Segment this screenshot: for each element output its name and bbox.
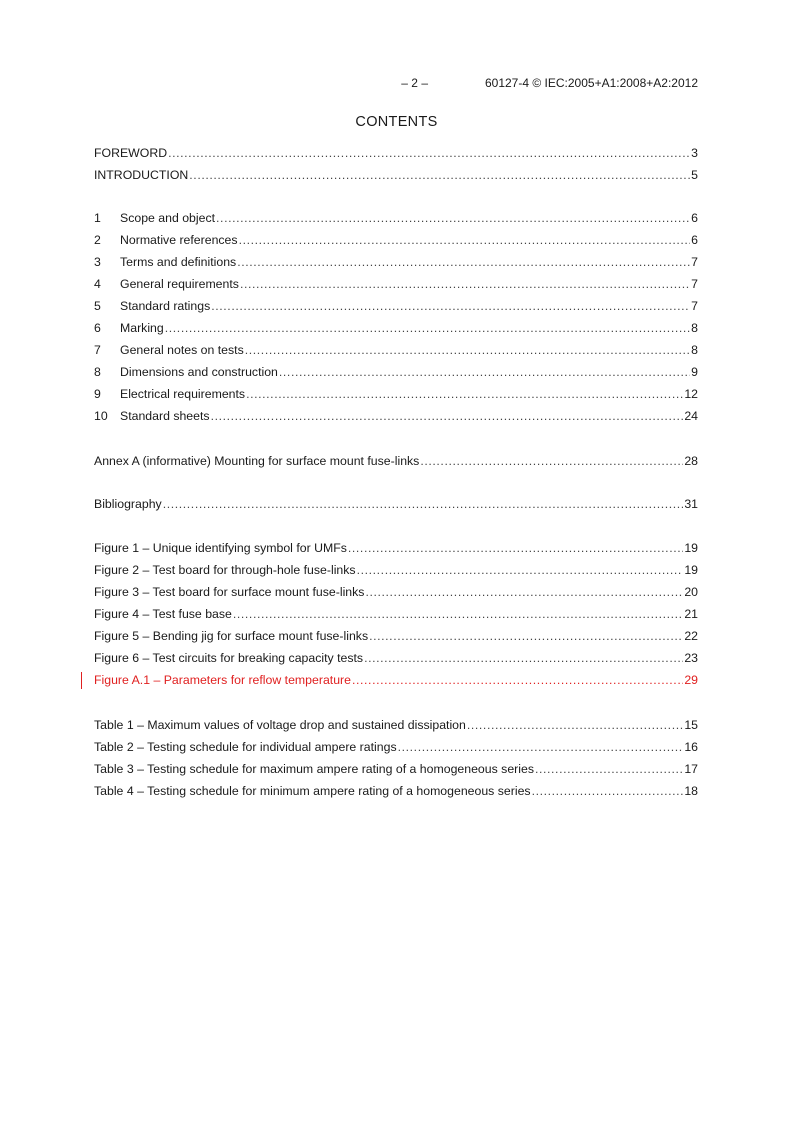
toc-page-number: 21 <box>684 607 698 621</box>
toc-leader <box>246 383 683 405</box>
clause-number: 1 <box>94 211 101 225</box>
toc-page-number: 7 <box>691 299 698 313</box>
clause-number: 9 <box>94 387 101 401</box>
toc-entry-label: FOREWORD <box>94 146 168 160</box>
toc-page-number: 3 <box>691 146 698 160</box>
toc-leader <box>168 142 690 164</box>
toc-page-number: 5 <box>691 168 698 182</box>
toc-leader <box>211 295 690 317</box>
toc-entry-label: Table 2 – Testing schedule for individual ampere ratings <box>94 740 397 754</box>
toc-entry-clause[interactable] <box>94 405 698 427</box>
page-number: – 2 – <box>401 76 428 90</box>
toc-page-number: 19 <box>684 563 698 577</box>
toc-page-number: 6 <box>691 211 698 225</box>
toc-page-number: 7 <box>691 255 698 269</box>
toc-leader <box>240 273 690 295</box>
toc-entry-table[interactable] <box>94 736 698 758</box>
toc-bibliography <box>94 493 698 515</box>
toc-entry-clause[interactable] <box>94 383 698 405</box>
toc-leader <box>398 736 684 758</box>
toc-entry-label: Figure 1 – Unique identifying symbol for UMFs <box>94 541 347 555</box>
toc-entry-clause[interactable] <box>94 339 698 361</box>
toc-page-number: 28 <box>684 454 698 468</box>
toc-page-number: 20 <box>684 585 698 599</box>
toc-entry-clause[interactable] <box>94 361 698 383</box>
toc-leader <box>365 581 683 603</box>
toc-page-number: 22 <box>684 629 698 643</box>
toc-entry-bibliography[interactable] <box>94 493 698 515</box>
toc-page-number: 16 <box>684 740 698 754</box>
toc-entry-label: Bibliography <box>94 497 162 511</box>
toc-entry-figure[interactable] <box>94 603 698 625</box>
toc-page-number: 9 <box>691 365 698 379</box>
toc-page-number: 7 <box>691 277 698 291</box>
toc-leader <box>239 229 691 251</box>
toc-entry-label: General notes on tests <box>120 343 244 357</box>
clause-number: 4 <box>94 277 101 291</box>
toc-entry-label: Standard sheets <box>120 409 210 423</box>
toc-page-number: 6 <box>691 233 698 247</box>
toc-entry-foreword[interactable] <box>94 142 698 164</box>
toc-leader <box>364 647 683 669</box>
toc-page-number: 19 <box>684 541 698 555</box>
clause-number: 3 <box>94 255 101 269</box>
toc-page-number: 17 <box>684 762 698 776</box>
toc-page-number: 8 <box>691 343 698 357</box>
toc-leader <box>245 339 690 361</box>
toc-entry-figure[interactable] <box>94 559 698 581</box>
toc-page-number: 31 <box>684 497 698 511</box>
toc-leader <box>216 207 690 229</box>
amendment-change-bar <box>81 672 82 689</box>
toc-entry-label: General requirements <box>120 277 239 291</box>
document-id: 60127-4 © IEC:2005+A1:2008+A2:2012 <box>484 76 698 90</box>
toc-entry-figure[interactable] <box>94 647 698 669</box>
toc-front-matter <box>94 142 698 186</box>
toc-entry-label: Figure A.1 – Parameters for reflow temperature <box>94 673 351 687</box>
clause-number: 8 <box>94 365 101 379</box>
toc-entry-label: Normative references <box>120 233 238 247</box>
toc-page-number: 15 <box>684 718 698 732</box>
toc-leader <box>420 450 683 472</box>
toc-entry-clause[interactable] <box>94 295 698 317</box>
toc-entry-label: Standard ratings <box>120 299 211 313</box>
toc-figures <box>94 537 698 691</box>
toc-entry-figure-amended[interactable] <box>94 669 698 691</box>
toc-entry-figure[interactable] <box>94 537 698 559</box>
toc-entry-clause[interactable] <box>94 229 698 251</box>
toc-page-number: 18 <box>684 784 698 798</box>
toc-leader <box>237 251 690 273</box>
toc-entry-clause[interactable] <box>94 207 698 229</box>
toc-leader <box>535 758 683 780</box>
toc-entry-label: Terms and definitions <box>120 255 237 269</box>
toc-entry-label: Figure 4 – Test fuse base <box>94 607 232 621</box>
clause-number: 6 <box>94 321 101 335</box>
toc-page-number: 29 <box>684 673 698 687</box>
toc-entry-annex-a[interactable] <box>94 450 698 472</box>
toc-leader <box>233 603 683 625</box>
toc-leader <box>279 361 690 383</box>
toc-entry-table[interactable] <box>94 758 698 780</box>
toc-entry-label: INTRODUCTION <box>94 168 189 182</box>
clause-number: 7 <box>94 343 101 357</box>
toc-annexes <box>94 450 698 472</box>
toc-entry-label: Scope and object <box>120 211 216 225</box>
toc-leader <box>352 669 683 691</box>
toc-entry-label: Table 4 – Testing schedule for minimum ampere rating of a homogeneous series <box>94 784 531 798</box>
page-header <box>94 76 698 94</box>
toc-entry-label: Electrical requirements <box>120 387 246 401</box>
toc-entry-clause[interactable] <box>94 273 698 295</box>
toc-entry-label: Figure 2 – Test board for through-hole fuse-links <box>94 563 356 577</box>
toc-page-number: 24 <box>684 409 698 423</box>
toc-entry-table[interactable] <box>94 780 698 802</box>
toc-clauses <box>94 207 698 427</box>
toc-entry-introduction[interactable] <box>94 164 698 186</box>
toc-entry-label: Figure 5 – Bending jig for surface mount fuse-links <box>94 629 369 643</box>
toc-entry-label: Table 1 – Maximum values of voltage drop and sustained dissipation <box>94 718 466 732</box>
toc-page-number: 8 <box>691 321 698 335</box>
toc-entry-label: Figure 6 – Test circuits for breaking capacity tests <box>94 651 364 665</box>
toc-entry-label: Figure 3 – Test board for surface mount fuse-links <box>94 585 365 599</box>
toc-tables <box>94 714 698 802</box>
toc-leader <box>165 317 690 339</box>
clause-number: 5 <box>94 299 101 313</box>
toc-entry-label: Table 3 – Testing schedule for maximum ampere rating of a homogeneous series <box>94 762 534 776</box>
toc-leader <box>348 537 683 559</box>
toc-entry-label: Marking <box>120 321 164 335</box>
toc-entry-clause[interactable] <box>94 251 698 273</box>
toc-leader <box>163 493 684 515</box>
clause-number: 10 <box>94 409 108 423</box>
toc-leader <box>369 625 683 647</box>
clause-number: 2 <box>94 233 101 247</box>
toc-leader <box>532 780 684 802</box>
toc-leader <box>467 714 683 736</box>
toc-entry-label: Annex A (informative) Mounting for surface mount fuse-links <box>94 454 420 468</box>
toc-page-number: 23 <box>684 651 698 665</box>
toc-leader <box>189 164 690 186</box>
toc-entry-figure[interactable] <box>94 625 698 647</box>
toc-leader <box>357 559 684 581</box>
toc-entry-figure[interactable] <box>94 581 698 603</box>
toc-page-number: 12 <box>684 387 698 401</box>
toc-entry-clause[interactable] <box>94 317 698 339</box>
toc-entry-table[interactable] <box>94 714 698 736</box>
page-title: CONTENTS <box>355 114 438 130</box>
toc-entry-label: Dimensions and construction <box>120 365 278 379</box>
toc-leader <box>211 405 684 427</box>
